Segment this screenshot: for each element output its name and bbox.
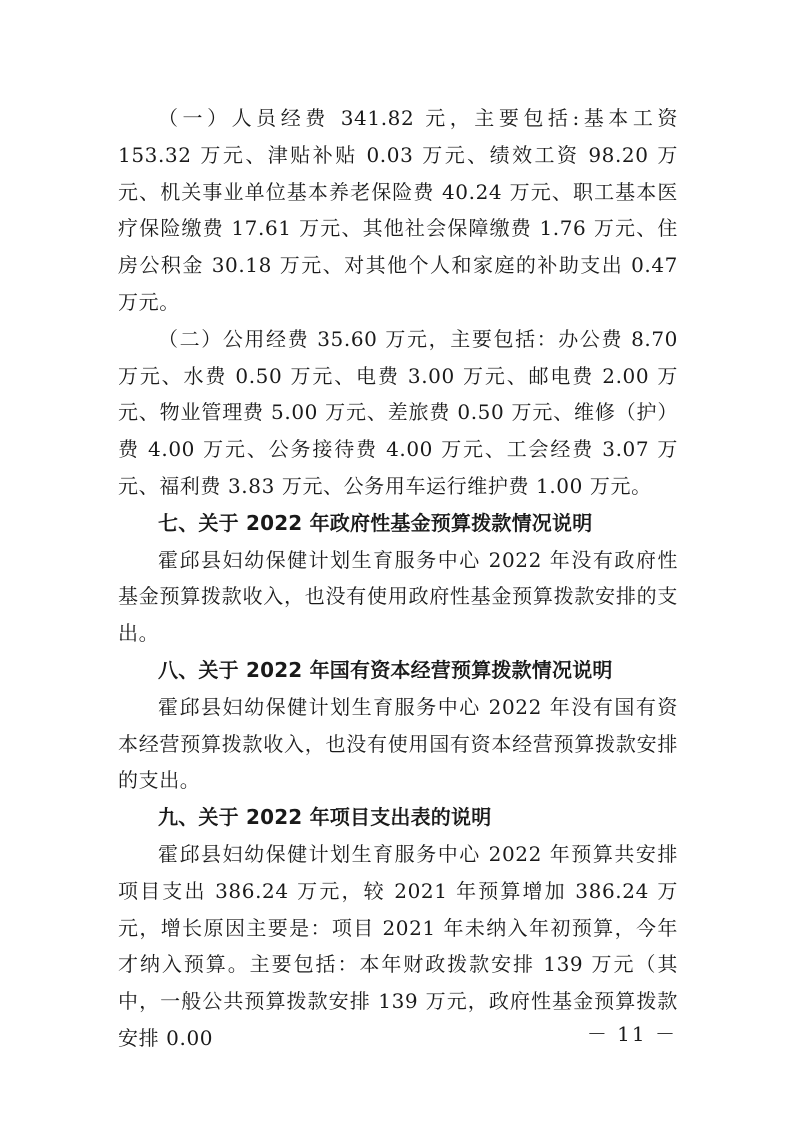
page-number: － 11 － — [586, 1022, 677, 1046]
document-page — [118, 100, 678, 1057]
paragraph-personnel-expenses: （一）人员经费 341.82 元，主要包括:基本工资 153.32 万元、津贴补贴 0.03 万元、绩效工资 98.20 万元、机关事业单位基本养老保险费 40.24 万元、职工基本医疗保险缴费 17.61 万元、其他社会保障缴费 1.76 万元、住房公积金 30.18 万元、对其他个人和家庭的补助支出 0.47 万元。 — [118, 106, 678, 314]
heading-government-fund: 七、关于 2022 年政府性基金预算拨款情况说明 — [158, 510, 593, 535]
paragraph-state-capital: 霍邱县妇幼保健计划生育服务中心 2022 年没有国有资本经营预算拨款收入，也没有使用国有资本经营预算拨款安排的支出。 — [118, 694, 678, 793]
heading-project-expenditure: 九、关于 2022 年项目支出表的说明 — [158, 805, 492, 830]
paragraph-project-expenditure: 霍邱县妇幼保健计划生育服务中心 2022 年预算共安排项目支出 386.24 万元，较 2021 年预算增加 386.24 万元，增长原因主要是：项目 2021 年未纳入年初预算，今年才纳入预算。主要包括：本年财政拨款安排 139 万元（其中，一般公共预算拨款安排 139 万元，政府性基金预算拨款安排 0.00 — [118, 841, 678, 1050]
paragraph-government-fund: 霍邱县妇幼保健计划生育服务中心 2022 年没有政府性基金预算拨款收入，也没有使用政府性基金预算拨款安排的支出。 — [118, 547, 678, 646]
paragraph-public-expenses: （二）公用经费 35.60 万元，主要包括：办公费 8.70 万元、水费 0.50 万元、电费 3.00 万元、邮电费 2.00 万元、物业管理费 5.00 万元、差旅费 0.50 万元、维修（护）费 4.00 万元、公务接待费 4.00 万元、工会经费 3.07 万元、福利费 3.83 万元、公务用车运行维护费 1.00 万元。 — [118, 326, 678, 498]
heading-state-capital: 八、关于 2022 年国有资本经营预算拨款情况说明 — [158, 657, 613, 682]
